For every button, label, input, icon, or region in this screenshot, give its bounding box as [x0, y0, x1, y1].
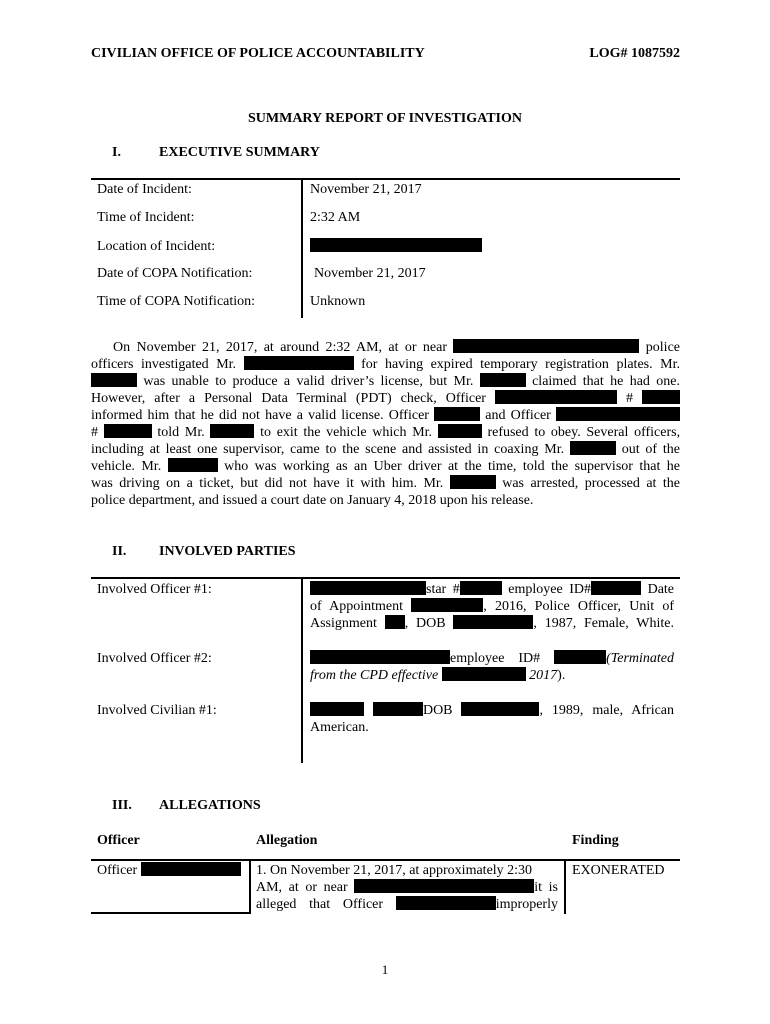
- involved-officer-2-label: Involved Officer #2:: [97, 651, 212, 666]
- narrative-line-4: However, after a Personal Data Terminal (PDT) check, Officer #: [91, 390, 680, 408]
- narrative-line-5: informed him that he did not have a valid license. Officer and Officer: [91, 407, 680, 425]
- location-of-incident-label: Location of Incident:: [97, 239, 216, 254]
- table-top-rule: [91, 178, 680, 180]
- allegations-officer-bottom-rule: [91, 912, 249, 914]
- section-2-number: II.: [112, 544, 127, 559]
- involved-officer-2-line-2: from the CPD effective 2017).: [310, 668, 566, 683]
- involved-officer-1-line-2: of Appointment , 2016, Police Officer, Unit of: [310, 599, 674, 614]
- table-column-rule: [301, 180, 303, 318]
- copa-notification-time-value: Unknown: [310, 294, 366, 309]
- header-agency: CIVILIAN OFFICE OF POLICE ACCOUNTABILITY: [91, 46, 425, 61]
- allegations-top-rule: [91, 859, 680, 861]
- narrative-line-1: On November 21, 2017, at around 2:32 AM, at or near police: [113, 340, 681, 355]
- involved-civilian-1-line-1: DOB , 1989, male, African: [310, 702, 674, 720]
- page-number: 1: [381, 962, 389, 977]
- header-log-number: LOG# 1087592: [589, 46, 680, 61]
- narrative-line-6: # told Mr. to exit the vehicle which Mr. refused to obey. Several officers,: [91, 425, 681, 440]
- involved-civilian-1-label: Involved Civilian #1:: [97, 703, 217, 718]
- narrative-line-8: vehicle. Mr. who was working as an Uber driver at the time, told the supervisor that he: [91, 459, 681, 474]
- time-of-incident-value: 2:32 AM: [310, 210, 361, 225]
- allegation-line-2: AM, at or near it is: [256, 880, 558, 895]
- parties-column-rule: [301, 579, 303, 763]
- column-header-allegation: Allegation: [256, 833, 318, 848]
- narrative-line-2: officers investigated Mr. for having expired temporary registration plates. Mr.: [91, 357, 680, 372]
- date-of-incident-value: November 21, 2017: [310, 182, 422, 197]
- date-of-incident-label: Date of Incident:: [97, 182, 192, 197]
- column-header-finding: Finding: [572, 833, 619, 848]
- narrative-line-3: was unable to produce a valid driver’s license, but Mr. claimed that he had one.: [91, 373, 680, 391]
- involved-officer-1-label: Involved Officer #1:: [97, 582, 212, 597]
- allegation-line-3: alleged that Officer improperly: [256, 897, 558, 912]
- parties-top-rule: [91, 577, 680, 579]
- report-title: SUMMARY REPORT OF INVESTIGATION: [248, 111, 522, 126]
- allegations-column-rule-2: [564, 861, 566, 914]
- involved-officer-1-line-3: Assignment , DOB , 1987, Female, White.: [310, 616, 674, 631]
- involved-officer-2-line-1: employee ID# (Terminated: [310, 650, 674, 668]
- time-of-incident-label: Time of Incident:: [97, 210, 195, 225]
- section-1-heading: EXECUTIVE SUMMARY: [159, 145, 320, 160]
- section-3-number: III.: [112, 798, 132, 813]
- copa-notification-date-label: Date of COPA Notification:: [97, 266, 253, 281]
- location-redaction: [310, 238, 482, 256]
- allegation-finding: EXONERATED: [572, 863, 665, 878]
- allegation-officer-cell: Officer: [97, 862, 241, 880]
- narrative-line-7: including at least one supervisor, came to the scene and assisted in coaxing Mr. out of the: [91, 442, 681, 457]
- involved-officer-1-line-1: star # employee ID# Date: [310, 581, 674, 599]
- section-2-heading: INVOLVED PARTIES: [159, 544, 296, 559]
- allegation-line-1: 1. On November 21, 2017, at approximately 2:30: [256, 863, 533, 878]
- copa-notification-time-label: Time of COPA Notification:: [97, 294, 256, 309]
- section-3-heading: ALLEGATIONS: [159, 798, 261, 813]
- narrative-line-10: police department, and issued a court date on January 4, 2018 upon his release.: [91, 493, 534, 508]
- narrative-line-9: was driving on a ticket, but did not have it with him. Mr. was arrested, processed at the: [91, 476, 681, 491]
- allegations-column-rule-1: [249, 861, 251, 914]
- section-1-number: I.: [112, 145, 121, 160]
- copa-notification-date-value: November 21, 2017: [314, 266, 426, 281]
- column-header-officer: Officer: [97, 833, 140, 848]
- involved-civilian-1-line-2: American.: [310, 720, 369, 735]
